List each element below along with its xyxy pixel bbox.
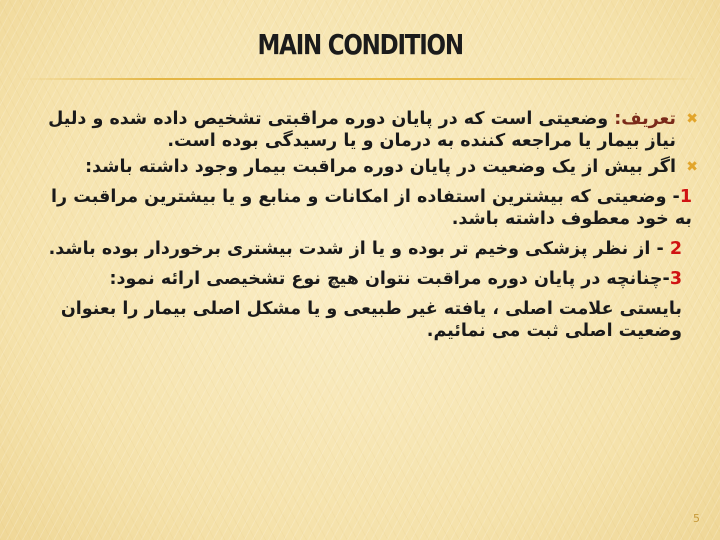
- definition-text: وضعیتی است که در پایان دوره مراقبتی تشخیص داده شده و دلیل نیاز بیمار یا مراجعه کننده به درمان و یا رسیدگی بوده است.: [48, 109, 676, 151]
- numbered-item-1-text: - وضعیتی که بیشترین استفاده از امکانات و منابع و یا بیشترین مراقبت را به خود معطوف داشته باشد.: [51, 187, 692, 229]
- item-number-3: 3: [669, 269, 682, 289]
- definition-bullet: [40, 108, 702, 152]
- title-underline: [20, 78, 700, 80]
- numbered-item-2: [40, 238, 682, 260]
- page-number: 5: [693, 512, 700, 525]
- numbered-item-3-text: -چنانچه در پایان دوره مراقبت نتوان هیچ نوع تشخیصی ارائه نمود:: [109, 269, 670, 289]
- condition-bullet: [40, 156, 702, 178]
- item-number-1: 1: [679, 187, 692, 207]
- slide-title: [257, 28, 462, 61]
- fallback-paragraph: [40, 298, 682, 342]
- fallback-text: بایستی علامت اصلی ، یافته غیر طبیعی و یا مشکل اصلی بیمار را بعنوان وضعیت اصلی ثبت می نمائیم.: [60, 299, 682, 341]
- bullet-marker-icon: ✖: [686, 159, 698, 175]
- condition-text: اگر بیش از یک وضعیت در پایان دوره مراقبت بیمار وجود داشته باشد:: [85, 157, 676, 177]
- slide-title-reflection: [257, 65, 462, 79]
- numbered-item-1: [40, 186, 692, 230]
- numbered-item-2-text: - از نظر پزشکی وخیم تر بوده و یا از شدت بیشتری برخوردار بوده باشد.: [48, 239, 670, 259]
- definition-label: تعریف:: [614, 109, 676, 129]
- slide-content: [40, 108, 702, 342]
- item-number-2: 2: [669, 239, 682, 259]
- slide-title-text: MAIN CONDITION: [257, 28, 463, 61]
- numbered-item-3: [40, 268, 682, 290]
- bullet-marker-icon: ✖: [686, 111, 698, 127]
